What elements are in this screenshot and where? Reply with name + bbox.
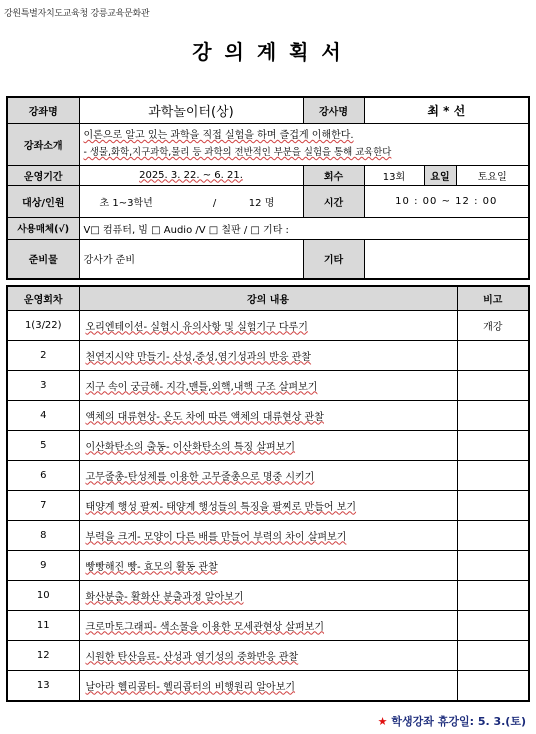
time-tilde: ~ xyxy=(441,195,451,207)
lesson-note xyxy=(457,550,529,580)
target-group: 초 1~3학년 xyxy=(99,197,153,209)
table-row xyxy=(7,550,529,580)
lesson-content: 태양계 행성 팔찌- 태양계 행성들의 특징을 팔찌로 만들어 보기 xyxy=(79,490,457,520)
table-row xyxy=(7,370,529,400)
time-colon-1: : xyxy=(414,195,419,207)
lesson-content: 화산분출- 활화산 분출과정 알아보기 xyxy=(79,580,457,610)
session-count: 13회 xyxy=(364,165,424,185)
table-row xyxy=(7,340,529,370)
intro-line-2: - 생물,화학,지구과학,물리 등 과학의 전반적인 부분을 실험을 통해 교육한다 xyxy=(83,147,392,158)
star-icon: ★ xyxy=(377,715,388,728)
lesson-note: 개강 xyxy=(457,310,529,340)
lesson-content: 날아라 헬리콥터- 헬리콥터의 비행원리 알아보기 xyxy=(79,670,457,701)
session-number: 12 xyxy=(7,640,79,670)
class-time xyxy=(364,185,529,217)
session-number: 6 xyxy=(7,460,79,490)
session-number: 11 xyxy=(7,610,79,640)
course-name-label: 강좌명 xyxy=(7,97,79,123)
capacity-count: 12 xyxy=(248,197,262,209)
lesson-content: 오리엔테이션- 실험시 유의사항 및 실험기구 다루기 xyxy=(79,310,457,340)
lesson-note xyxy=(457,610,529,640)
session-number: 8 xyxy=(7,520,79,550)
course-info-table xyxy=(6,96,530,280)
lesson-note xyxy=(457,670,529,701)
time-start-minute: 00 xyxy=(422,195,438,207)
time-end-minute: 00 xyxy=(482,195,498,207)
lesson-note xyxy=(457,580,529,610)
etc-label: 기타 xyxy=(303,239,364,279)
course-name: 과학놀이터(상) xyxy=(79,97,303,123)
session-number: 4 xyxy=(7,400,79,430)
session-column-header: 운영회차 xyxy=(7,286,79,310)
prep-materials: 강사가 준비 xyxy=(79,239,303,279)
lesson-content: 액체의 대류현상- 온도 차에 따른 액체의 대류현상 관찰 xyxy=(79,400,457,430)
session-number: 10 xyxy=(7,580,79,610)
intro-line-1: 이론으로 알고 있는 과학을 직접 실험을 하며 즐겁게 이해한다. xyxy=(83,130,354,141)
operation-period: 2025. 3. 22. ~ 6. 21. xyxy=(79,165,303,185)
capacity-unit: 명 xyxy=(264,197,275,209)
table-row xyxy=(7,580,529,610)
session-number: 1(3/22) xyxy=(7,310,79,340)
instructor-label: 강사명 xyxy=(303,97,364,123)
lesson-content: 천연지시약 만들기- 산성,중성,염기성과의 반응 관찰 xyxy=(79,340,457,370)
lesson-note xyxy=(457,640,529,670)
session-number: 7 xyxy=(7,490,79,520)
target-capacity-cell xyxy=(79,185,303,217)
table-row xyxy=(7,400,529,430)
lesson-content: 이산화탄소의 출동- 이산화탄소의 특징 살펴보기 xyxy=(79,430,457,460)
organization-name: 강원특별자치도교육청 강릉교육문화관 xyxy=(4,9,150,19)
note-column-header: 비고 xyxy=(457,286,529,310)
table-row xyxy=(7,430,529,460)
intro-label: 강좌소개 xyxy=(7,123,79,165)
table-row xyxy=(7,670,529,701)
day-label: 요일 xyxy=(424,165,456,185)
weekday: 토요일 xyxy=(456,165,529,185)
session-number: 9 xyxy=(7,550,79,580)
lesson-note xyxy=(457,490,529,520)
time-start-hour: 10 xyxy=(395,195,410,207)
lesson-note xyxy=(457,520,529,550)
lesson-note xyxy=(457,370,529,400)
lesson-note xyxy=(457,340,529,370)
sessions-label: 회수 xyxy=(303,165,364,185)
table-row xyxy=(7,640,529,670)
course-intro xyxy=(79,123,529,165)
slash-separator: / xyxy=(212,197,217,209)
lesson-note xyxy=(457,430,529,460)
time-colon-2: : xyxy=(474,195,479,207)
time-label: 시간 xyxy=(303,185,364,217)
lesson-content: 고무줄총-탄성체를 이용한 고무줄총으로 명중 시키기 xyxy=(79,460,457,490)
target-label: 대상/인원 xyxy=(7,185,79,217)
table-row xyxy=(7,520,529,550)
time-end-hour: 12 xyxy=(455,195,470,207)
holiday-notice-text: 학생강좌 휴강일: 5. 3.(토) xyxy=(391,715,526,728)
table-row xyxy=(7,310,529,340)
lesson-content: 시원한 탄산음료- 산성과 염기성의 중화반응 관찰 xyxy=(79,640,457,670)
lesson-note xyxy=(457,460,529,490)
content-column-header: 강의 내용 xyxy=(79,286,457,310)
table-row xyxy=(7,460,529,490)
page-title: 강 의 계 획 서 xyxy=(192,40,344,64)
media-label: 사용매체(√) xyxy=(7,217,79,239)
schedule-body xyxy=(7,310,529,701)
lesson-schedule-table xyxy=(6,285,530,702)
holiday-notice xyxy=(378,713,526,729)
table-row xyxy=(7,610,529,640)
lesson-content: 부력을 크게- 모양이 다른 배를 만들어 부력의 차이 살펴보기 xyxy=(79,520,457,550)
session-number: 5 xyxy=(7,430,79,460)
lesson-note xyxy=(457,400,529,430)
instructor-name: 최 * 선 xyxy=(364,97,529,123)
lesson-content: 크로마토그래피- 색소물을 이용한 모세관현상 살펴보기 xyxy=(79,610,457,640)
lesson-content: 지구 속이 궁금해- 지각,맨틀,외핵,내핵 구조 살펴보기 xyxy=(79,370,457,400)
table-row xyxy=(7,490,529,520)
media-options: V□ 컴퓨터, 빔 □ Audio /V □ 칠판 / □ 기타 : xyxy=(79,217,529,239)
period-label: 운영기간 xyxy=(7,165,79,185)
session-number: 2 xyxy=(7,340,79,370)
session-number: 13 xyxy=(7,670,79,701)
session-number: 3 xyxy=(7,370,79,400)
etc-value xyxy=(364,239,529,279)
lesson-content: 빵빵해진 빵- 효모의 활동 관찰 xyxy=(79,550,457,580)
prep-label: 준비물 xyxy=(7,239,79,279)
